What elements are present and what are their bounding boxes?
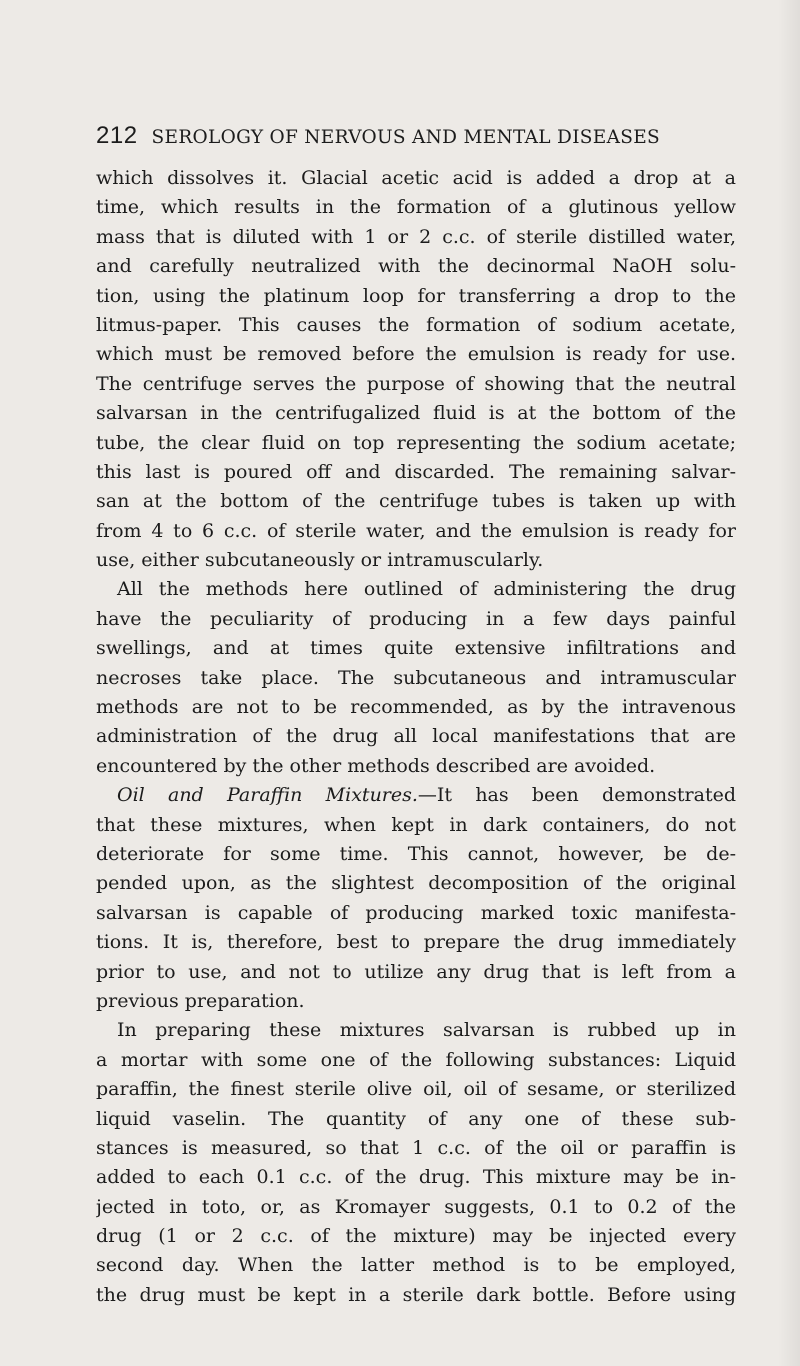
text-line: from 4 to 6 c.c. of sterile water, and the emulsion is ready for: [96, 519, 736, 542]
text-line: encountered by the other methods described are avoided.: [96, 754, 656, 777]
text-line: necroses take place. The subcutaneous and intramuscular: [96, 666, 736, 689]
body-text: [96, 164, 736, 1310]
text-line: The centrifuge serves the purpose of showing that the neutral: [96, 372, 736, 395]
text-line: second day. When the latter method is to be employed,: [96, 1254, 736, 1277]
page-number: 212: [96, 122, 138, 149]
text-line: previous preparation.: [96, 989, 305, 1012]
text-line: which must be removed before the emulsion is ready for use.: [96, 343, 736, 366]
page-edge-shadow: [778, 0, 800, 1366]
text-line: swellings, and at times quite extensive infiltrations and: [96, 637, 736, 660]
text-line: time, which results in the formation of a glutinous yellow: [96, 196, 736, 219]
text-line: have the peculiarity of producing in a few days painful: [96, 607, 736, 630]
text-line: tube, the clear fluid on top representing the sodium acetate;: [96, 431, 736, 454]
text-line: this last is poured off and discarded. The remaining salvar-: [96, 460, 736, 483]
text-line: pended upon, as the slightest decomposition of the original: [96, 872, 736, 895]
section-heading-line: [96, 781, 736, 810]
text-line: added to each 0.1 c.c. of the drug. This mixture may be in-: [96, 1166, 736, 1189]
text-line: use, either subcutaneously or intramuscularly.: [96, 549, 544, 572]
text-line: salvarsan in the centrifugalized fluid is at the bottom of the: [96, 402, 736, 425]
text-line: prior to use, and not to utilize any drug that is left from a: [96, 960, 736, 983]
text-line: and carefully neutralized with the decinormal NaOH solu-: [96, 255, 736, 278]
text-line: methods are not to be recommended, as by the intravenous: [96, 696, 736, 719]
text-line: liquid vaselin. The quantity of any one of these sub-: [96, 1107, 736, 1130]
text-line: which dissolves it. Glacial acetic acid is added a drop at a: [96, 167, 736, 189]
text-line: salvarsan is capable of producing marked toxic manifesta-: [96, 901, 736, 924]
text-line: san at the bottom of the centrifuge tubes is taken up with: [96, 490, 736, 513]
text-line: mass that is diluted with 1 or 2 c.c. of sterile distilled water,: [96, 225, 736, 248]
text-line: paraffin, the finest sterile olive oil, oil of sesame, or sterilized: [96, 1078, 736, 1101]
text-line: tions. It is, therefore, best to prepare the drug immediately: [96, 931, 736, 954]
text-line: that these mixtures, when kept in dark containers, do not: [96, 813, 736, 836]
text-line: tion, using the platinum loop for transferring a drop to the: [96, 284, 736, 307]
text-line: the drug must be kept in a sterile dark bottle. Before using: [96, 1283, 736, 1306]
text-line: jected in toto, or, as Kromayer suggests, 0.1 to 0.2 of the: [96, 1195, 736, 1218]
section-heading: Oil and Paraffin Mixtures.: [117, 784, 418, 807]
text-run: —It has been demonstrated: [417, 784, 736, 807]
running-header: [96, 122, 716, 154]
running-title: SEROLOGY OF NERVOUS AND MENTAL DISEASES: [151, 127, 660, 148]
text-line: stances is measured, so that 1 c.c. of the oil or paraffin is: [96, 1136, 736, 1159]
text-line: drug (1 or 2 c.c. of the mixture) may be injected every: [96, 1225, 736, 1248]
text-line: administration of the drug all local manifestations that are: [96, 725, 736, 748]
text-line: All the methods here outlined of administering the drug: [117, 578, 736, 601]
text-line: litmus-paper. This causes the formation of sodium acetate,: [96, 313, 736, 336]
text-line: deteriorate for some time. This cannot, however, be de-: [96, 842, 736, 865]
text-line: a mortar with some one of the following substances: Liquid: [96, 1048, 736, 1071]
text-line: In preparing these mixtures salvarsan is rubbed up in: [117, 1019, 736, 1042]
